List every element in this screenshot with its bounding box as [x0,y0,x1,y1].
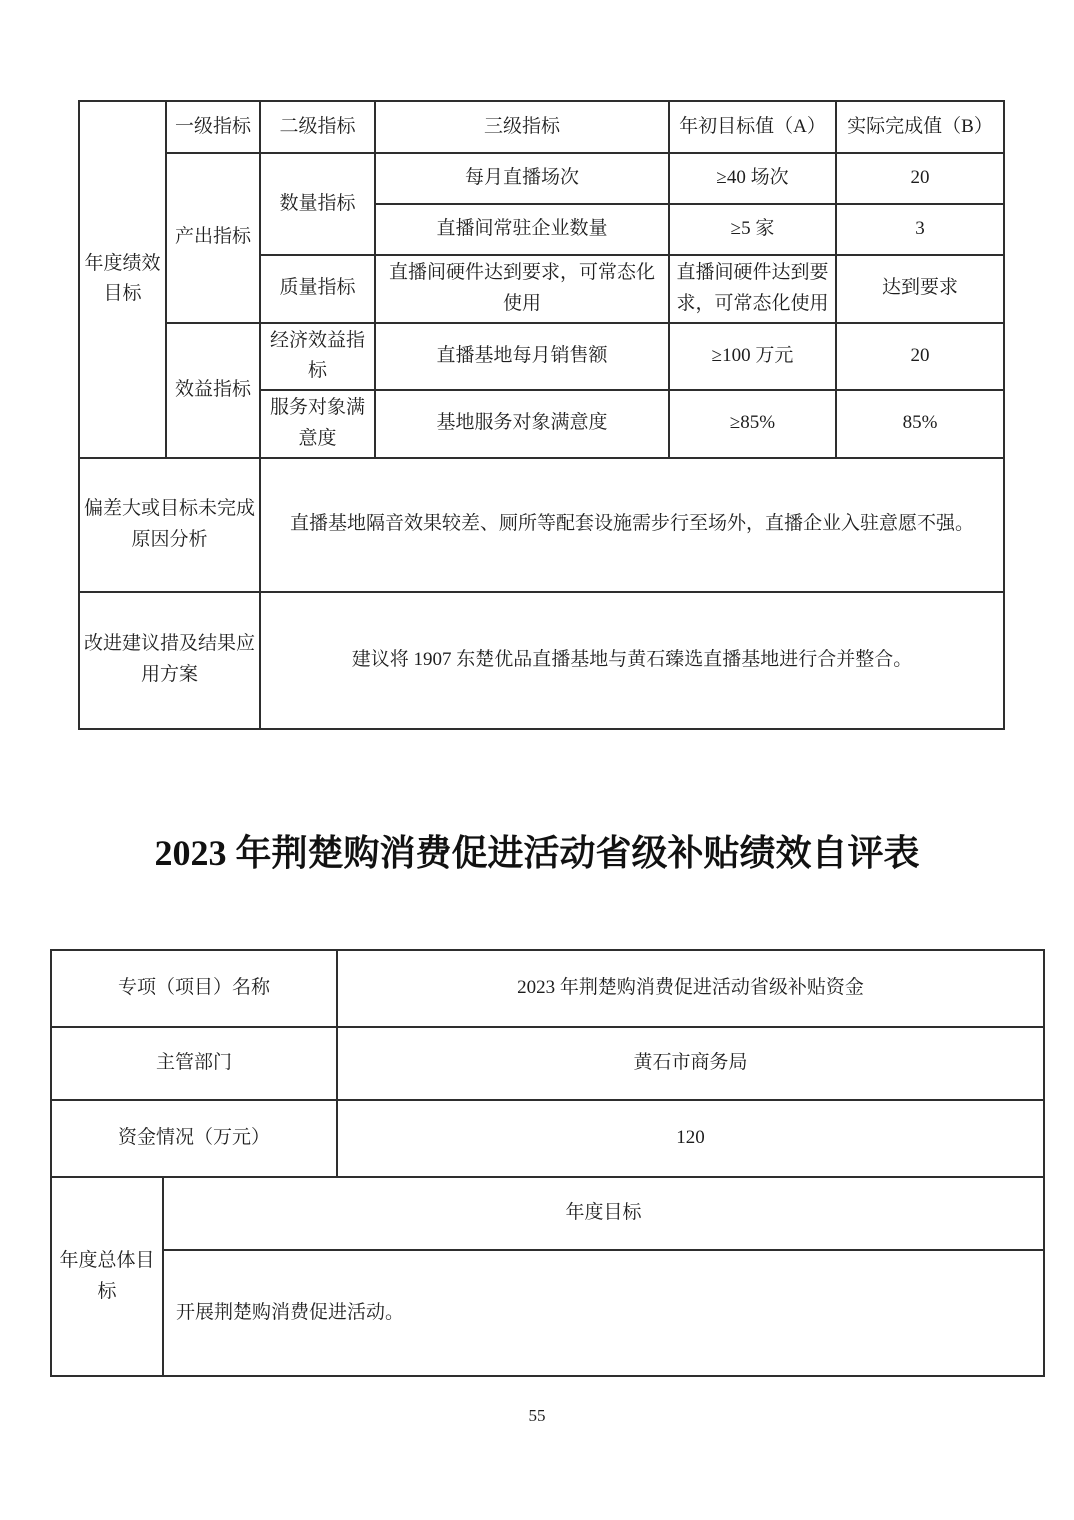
annual-goal-header: 年度目标 [163,1177,1044,1250]
header-level2: 二级指标 [260,101,375,153]
department-value: 黄石市商务局 [337,1027,1044,1100]
annual-goal-content: 开展荆楚购消费促进活动。 [163,1250,1044,1376]
actual-cell: 20 [836,323,1004,391]
annual-goal-header-row [51,1177,1044,1250]
actual-cell: 达到要求 [836,255,1004,323]
actual-cell: 3 [836,204,1004,255]
target-cell: 直播间硬件达到要求，可常态化使用 [669,255,836,323]
annual-performance-goal-label: 年度绩效目标 [79,101,166,458]
deviation-analysis-row [79,458,1004,592]
target-cell: ≥85% [669,390,836,458]
table-row [79,153,1004,204]
annual-goal-content-row [51,1250,1044,1376]
level1-benefit-indicator: 效益指标 [166,323,260,458]
improvement-suggestion-label: 改进建议措及结果应用方案 [79,592,260,729]
project-name-label: 专项（项目）名称 [51,950,337,1027]
funding-label: 资金情况（万元） [51,1100,337,1177]
actual-cell: 20 [836,153,1004,204]
indicator-cell: 直播间硬件达到要求，可常态化使用 [375,255,669,323]
funding-value: 120 [337,1100,1044,1177]
improvement-suggestion-row [79,592,1004,729]
header-target-value: 年初目标值（A） [669,101,836,153]
actual-cell: 85% [836,390,1004,458]
target-cell: ≥5 家 [669,204,836,255]
page-number: 55 [528,1406,546,1425]
level2-satisfaction-indicator: 服务对象满意度 [260,390,375,458]
department-row [51,1027,1044,1100]
deviation-analysis-label: 偏差大或目标未完成原因分析 [79,458,260,592]
level2-quantity-indicator: 数量指标 [260,153,375,255]
header-actual-value: 实际完成值（B） [836,101,1004,153]
table-row [79,323,1004,391]
indicator-cell: 直播基地每月销售额 [375,323,669,391]
indicator-cell: 直播间常驻企业数量 [375,204,669,255]
level1-output-indicator: 产出指标 [166,153,260,323]
page-title: 2023 年荆楚购消费促进活动省级补贴绩效自评表 [154,833,920,873]
header-level3: 三级指标 [375,101,669,153]
indicator-cell: 基地服务对象满意度 [375,390,669,458]
level2-economic-indicator: 经济效益指标 [260,323,375,391]
indicator-header-row [79,101,1004,153]
indicator-cell: 每月直播场次 [375,153,669,204]
department-label: 主管部门 [51,1027,337,1100]
deviation-analysis-content: 直播基地隔音效果较差、厕所等配套设施需步行至场外，直播企业入驻意愿不强。 [260,458,1004,592]
level2-quality-indicator: 质量指标 [260,255,375,323]
improvement-suggestion-content: 建议将 1907 东楚优品直播基地与黄石臻选直播基地进行合并整合。 [260,592,1004,729]
performance-indicator-table [78,100,1005,730]
target-cell: ≥40 场次 [669,153,836,204]
target-cell: ≥100 万元 [669,323,836,391]
header-level1: 一级指标 [166,101,260,153]
project-name-row [51,950,1044,1027]
project-name-value: 2023 年荆楚购消费促进活动省级补贴资金 [337,950,1044,1027]
overall-annual-goal-label: 年度总体目标 [51,1177,163,1376]
funding-row [51,1100,1044,1177]
project-summary-table [50,949,1045,1377]
